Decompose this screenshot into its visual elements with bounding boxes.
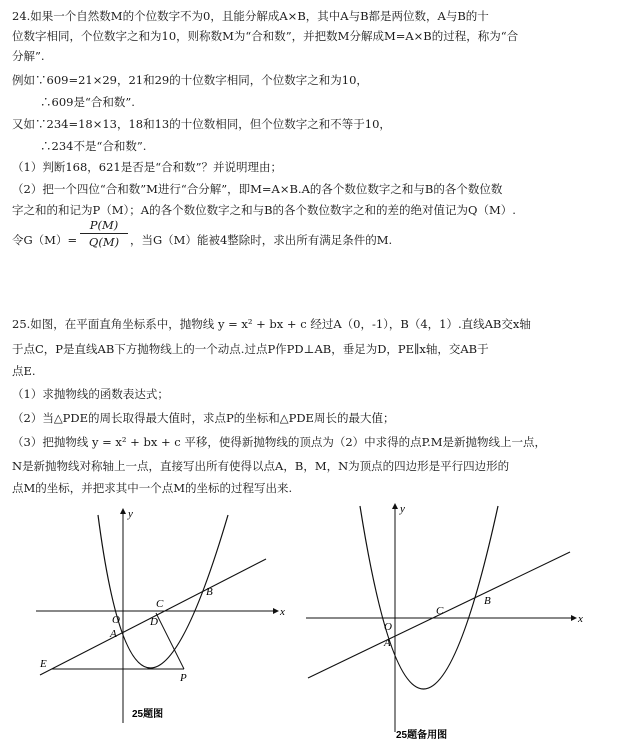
q25-line-5: （2）当△PDE的周长取得最大值时，求点P的坐标和△PDE周长的最大值； [12,411,395,425]
q25-line-6: （3）把抛物线 y = x² + bx + c 平移，使得新抛物线的顶点为（2）中求得的点P.M是新抛物线上一点， [12,435,546,449]
q24-line-11-prefix: 令G（M）= [12,233,78,247]
label-y: y [128,508,133,520]
q24-line-6: 又如∵234=18×13，18和13的十位数相同，但个位数字之和不等于10， [12,117,391,131]
q24-line-1: 24.如果一个自然数M的个位数字不为0，且能分解成A×B，其中A与B都是两位数，A与B的十 [12,9,489,23]
label-y: y [400,503,405,515]
q25-line-7: N是新抛物线对称轴上一点，直接写出所有使得以点A，B，M，N为顶点的四边形是平行四边形的 [12,459,510,473]
label-x: x [280,606,285,618]
figure-25-backup-caption: 25题备用图 [396,730,448,741]
figure-25-backup [300,500,600,745]
q24-line-10: 字之和的和记为P（M）；A的各个数位数字之和与B的各个数位数字之和的差的绝对值记为Q（M）. [12,203,516,217]
figure-25-caption: 25题图 [132,709,164,720]
parabola [360,506,498,689]
q25-line-4: （1）求抛物线的函数表达式； [12,387,169,401]
q24-line-5: ∴609是“合和数”. [40,95,135,109]
q25-line-3: 点E. [12,364,36,378]
q24-line-2: 位数字相同，个位数字之和为10，则称数M为“合和数”，并把数M分解成M=A×B的过程，称为“合 [12,29,519,43]
q25-line-8: 点M的坐标，并把求其中一个点M的坐标的过程写出来. [12,481,293,495]
label-b: B [484,595,491,607]
q24-line-8: （1）判断168，621是否是“合和数”？并说明理由； [12,160,282,174]
label-o: O [112,614,120,626]
q24-line-4: 例如∵609=21×29，21和29的十位数字相同，个位数字之和为10， [12,73,368,87]
label-p: P [180,672,187,684]
label-a: A [384,637,391,649]
q24-line-9: （2）把一个四位“合和数”M进行“合分解”，即M=A×B.A的各个数位数字之和与B的各个数位数 [12,182,503,196]
fraction-denominator: Q(M) [88,235,120,249]
fraction-numerator: P(M) [89,218,119,232]
q25-line-2: 于点C，P是直线AB下方抛物线上的一个动点.过点P作PD⊥AB，垂足为D，PE∥x轴，交AB于 [12,342,489,356]
q24-line-11-suffix: ，当G（M）能被4整除时，求出所有满足条件的M. [130,233,393,247]
label-d: D [150,616,158,628]
figure-25 [28,503,298,728]
label-o: O [384,621,392,633]
label-b: B [206,586,213,598]
q25-line-1: 25.如图，在平面直角坐标系中，抛物线 y = x² + bx + c 经过A（0，-1），B（4，1）.直线AB交x轴 [12,317,531,331]
label-x: x [578,613,583,625]
label-c: C [436,605,444,617]
g-fraction [80,218,128,249]
fraction-bar [80,233,128,234]
label-e: E [40,658,47,670]
label-a: A [110,628,117,640]
q24-line-7: ∴234不是“合和数”. [40,139,147,153]
q24-line-3: 分解”. [12,49,45,63]
label-c: C [156,598,164,610]
